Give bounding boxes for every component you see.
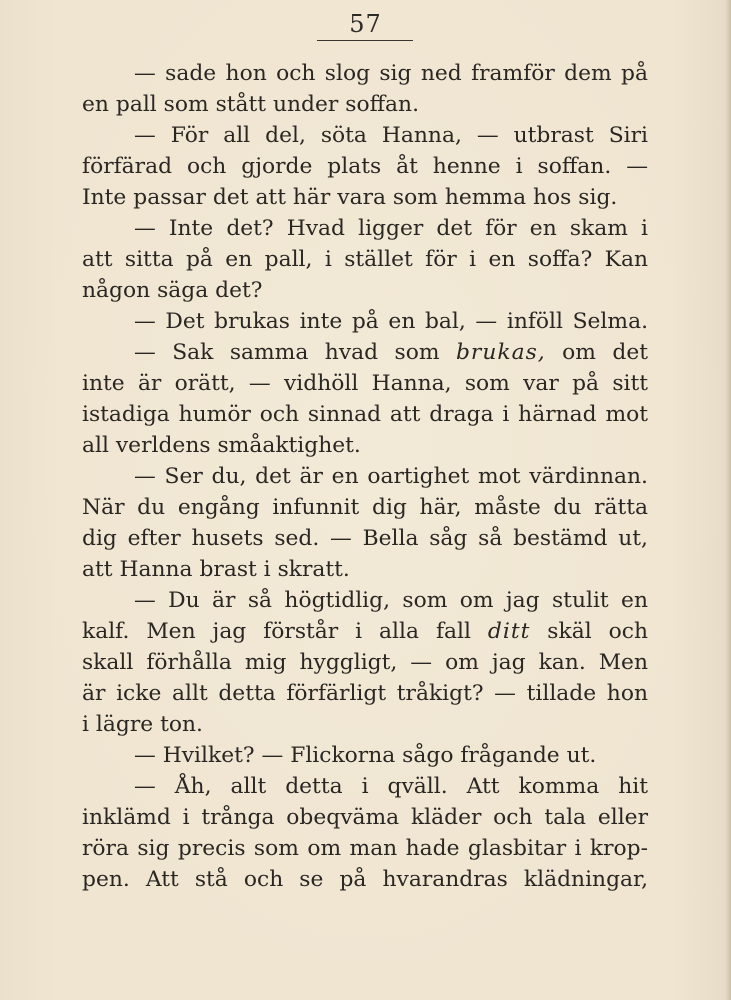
text-line: — Hvilket? — Flickorna sågo frågande ut. bbox=[134, 743, 597, 768]
text-line bbox=[82, 616, 648, 647]
text-run: skäl och bbox=[530, 619, 648, 644]
text-line: När du engång infunnit dig här, måste du rätta bbox=[82, 495, 648, 520]
text-line: Inte passar det att här vara som hemma hos sig. bbox=[82, 185, 618, 210]
text-line: istadiga humör och sinnad att draga i härnad mot bbox=[82, 402, 648, 427]
page-number: 57 bbox=[349, 10, 382, 38]
header-rule bbox=[317, 40, 413, 41]
text-line bbox=[82, 337, 648, 368]
text-line: inklämd i trånga obeqväma kläder och tala eller bbox=[82, 805, 648, 830]
text-line: i lägre ton. bbox=[82, 712, 203, 737]
text-line: — Ser du, det är en oartighet mot värdinnan. bbox=[134, 464, 648, 489]
text-line: att sitta på en pall, i stället för i en soffa? Kan bbox=[82, 247, 648, 272]
text-line: dig efter husets sed. — Bella såg så bestämd ut, bbox=[82, 526, 648, 551]
text-line: en pall som stått under soffan. bbox=[82, 92, 420, 117]
text-run: om det bbox=[545, 340, 648, 365]
page-edge-shadow bbox=[725, 0, 731, 1000]
text-line: — Det brukas inte på en bal, — inföll Selma. bbox=[134, 309, 648, 334]
text-line: röra sig precis som om man hade glasbitar i krop- bbox=[82, 836, 648, 861]
text-line: inte är orätt, — vidhöll Hanna, som var på sitt bbox=[82, 371, 648, 396]
text-line: att Hanna brast i skratt. bbox=[82, 557, 350, 582]
text-line: är icke allt detta förfärligt tråkigt? — tillade hon bbox=[82, 681, 648, 706]
body-text bbox=[82, 58, 648, 895]
text-line: — För all del, söta Hanna, — utbrast Siri bbox=[134, 123, 648, 148]
text-line: — Inte det? Hvad ligger det för en skam i bbox=[134, 216, 648, 241]
text-line: — Åh, allt detta i qväll. Att komma hit bbox=[134, 774, 648, 799]
text-run: — Sak samma hvad som bbox=[134, 340, 456, 365]
text-run: kalf. Men jag förstår i alla fall bbox=[82, 619, 488, 644]
text-line: — Du är så högtidlig, som om jag stulit en bbox=[134, 588, 648, 613]
text-line: all verldens småaktighet. bbox=[82, 433, 361, 458]
emphasis-word: ditt bbox=[487, 619, 531, 644]
text-line: — sade hon och slog sig ned framför dem på bbox=[134, 61, 648, 86]
text-line: pen. Att stå och se på hvarandras klädningar, bbox=[82, 867, 648, 892]
text-line: någon säga det? bbox=[82, 278, 263, 303]
text-line: skall förhålla mig hyggligt, — om jag kan. Men bbox=[82, 650, 648, 675]
emphasis-word: brukas, bbox=[455, 340, 546, 365]
text-line: förfärad och gjorde plats åt henne i soffan. — bbox=[82, 154, 648, 179]
